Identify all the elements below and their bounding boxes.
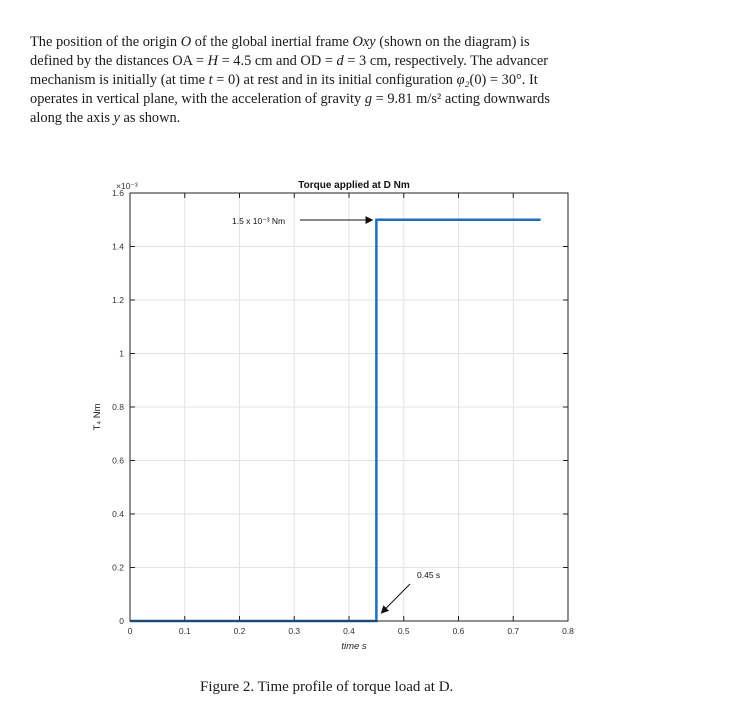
x-tick-label: 0.6 <box>452 626 465 636</box>
y-tick-label: 0.6 <box>112 455 124 466</box>
x-tick-label: 0.4 <box>343 626 355 636</box>
x-tick-label: 0.5 <box>397 626 410 636</box>
paragraph-line-1: The position of the origin O of the global inertial frame Oxy (shown on the diagram) is <box>30 34 530 50</box>
paragraph-line-3: mechanism is initially (at time t = 0) at rest and in its initial configuration φ₂(0) = 30°. It <box>30 72 538 88</box>
paragraph-line-2: defined by the distances OA = H = 4.5 cm and OD = d = 3 cm, respectively. The advancer <box>30 53 549 69</box>
series-line-t4 <box>130 220 541 621</box>
x-tick-label: 0 <box>127 626 133 636</box>
paragraph-line-4: operates in vertical plane, with the acceleration of gravity g = 9.81 m/s² acting downwards <box>30 91 550 107</box>
annotation-time-label: 0.45 s <box>417 570 441 580</box>
x-tick-label: 0.1 <box>178 626 191 636</box>
y-tick-label: 1.2 <box>112 295 124 305</box>
y-tick-label: 1 <box>119 348 124 359</box>
figure-caption: Figure 2. Time profile of torque load at D. <box>200 679 454 695</box>
chart-title: Torque applied at D Nm <box>298 180 410 191</box>
y-tick-label: 0.8 <box>112 402 124 412</box>
y-tick-label: 0 <box>119 616 124 626</box>
y-tick-label: 0.2 <box>112 562 124 573</box>
y-axis-label: T₄ Nm <box>92 403 103 431</box>
y-tick-label: 0.4 <box>112 509 124 519</box>
y-tick-label: 1.6 <box>112 188 124 198</box>
y-tick-label: 1.4 <box>112 241 124 252</box>
paragraph-line-5: along the axis y as shown. <box>30 110 181 126</box>
x-tick-label: 0.2 <box>233 626 246 636</box>
x-tick-label: 0.3 <box>288 626 301 636</box>
y-axis-exponent: ×10⁻³ <box>116 181 138 191</box>
x-axis-label: time s <box>341 641 367 652</box>
annotation-time-arrow <box>381 584 410 613</box>
x-tick-label: 0.7 <box>507 626 520 636</box>
x-tick-label: 0.8 <box>562 626 574 636</box>
annotation-torque-label: 1.5 x 10⁻³ Nm <box>232 216 286 226</box>
